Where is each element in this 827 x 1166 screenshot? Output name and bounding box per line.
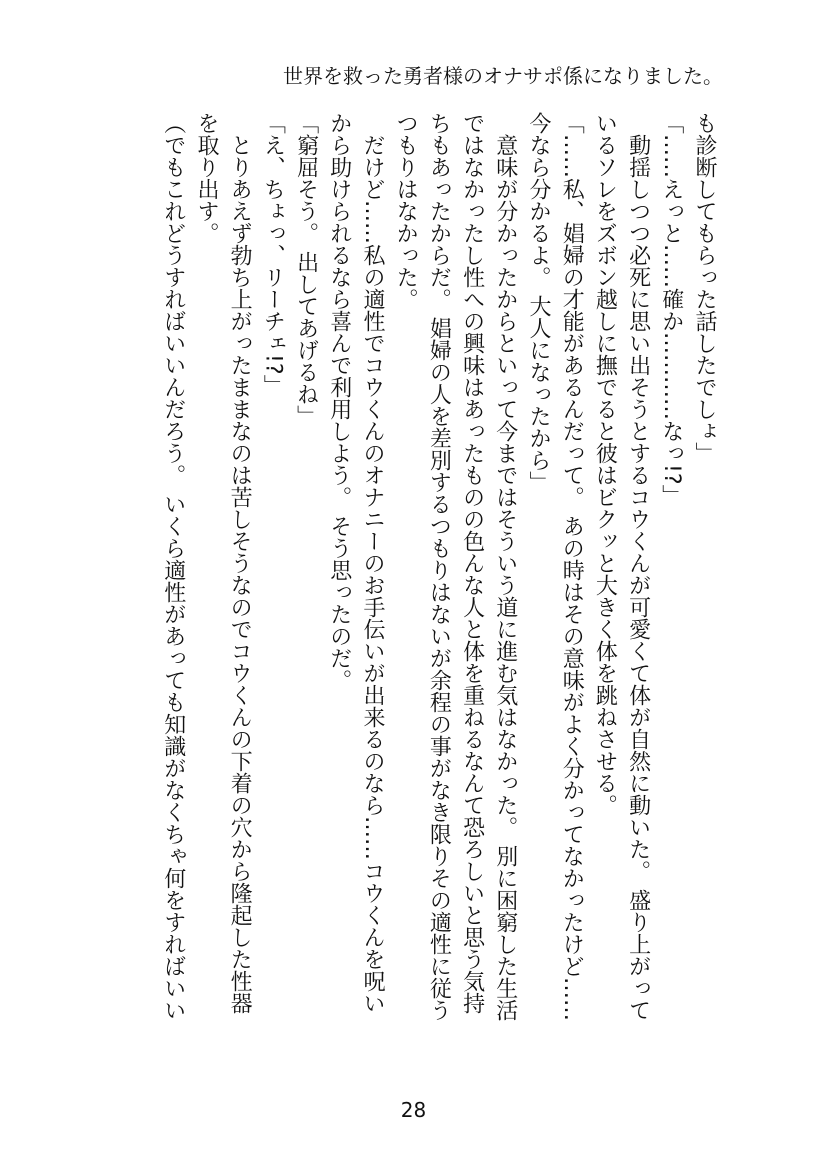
text-line: 動揺しつつ必死に思い出そうとするコウくんが可愛くて体が自然に動いた。 盛り上がって (625, 112, 651, 1021)
text-line: いるソレをズボン越しに撫でると彼はビクッと大きく体を跳ねさせる。 (592, 112, 618, 816)
text-line: 「……えっと……確か…………なっ!?」 (658, 112, 684, 507)
text-line: も診断してもらった話したでしょ」 (692, 112, 717, 464)
text-line: から助けられるなら喜んで利用しよう。 そう思ったのだ。 (326, 112, 352, 691)
text-line: だけど……私の適性でコウくんのオナニーのお手伝いが出来るのなら……コウくんを呪い (359, 112, 385, 1014)
running-header: 世界を救った勇者様のオナサポ係になりました。 (283, 64, 723, 88)
text-line: 「……私、娼婦の才能があるんだって。 あの時はその意味がよく分かってなかったけど…… (559, 112, 585, 1021)
text-line: とりあえず勃ち上がったままなのは苦しそうなのでコウくんの下着の穴から隆起した性器 (227, 112, 253, 1014)
text-line: 「窮屈そう。 出してあげるね」 (293, 112, 319, 427)
text-line: つもりはなかった。 (393, 112, 419, 310)
text-line: ではなかったし性への興味はあったものの色んな人と体を重ねるなんて恐ろしいと思う気持 (459, 112, 485, 1014)
text-line: 「え、ちょっ、リーチェ!?」 (260, 112, 286, 397)
text-line: 今なら分かるよ。 大人になったから」 (525, 112, 551, 493)
text-line: （でもこれどうすればいいんだろう。 いくら適性があっても知識がなくちゃ何をすればいい (160, 112, 186, 1021)
text-line: ちもあったからだ。 娼婦の人を差別するつもりはないが余程の事がなき限りその適性に従う (426, 112, 452, 1021)
body-text (157, 112, 721, 1052)
page-number: 28 (400, 1098, 427, 1122)
text-line: を取り出す。 (193, 112, 219, 244)
text-line: 意味が分かったからといって今まではそういう道に進む気はなかった。 別に困窮した生活 (492, 112, 518, 1021)
